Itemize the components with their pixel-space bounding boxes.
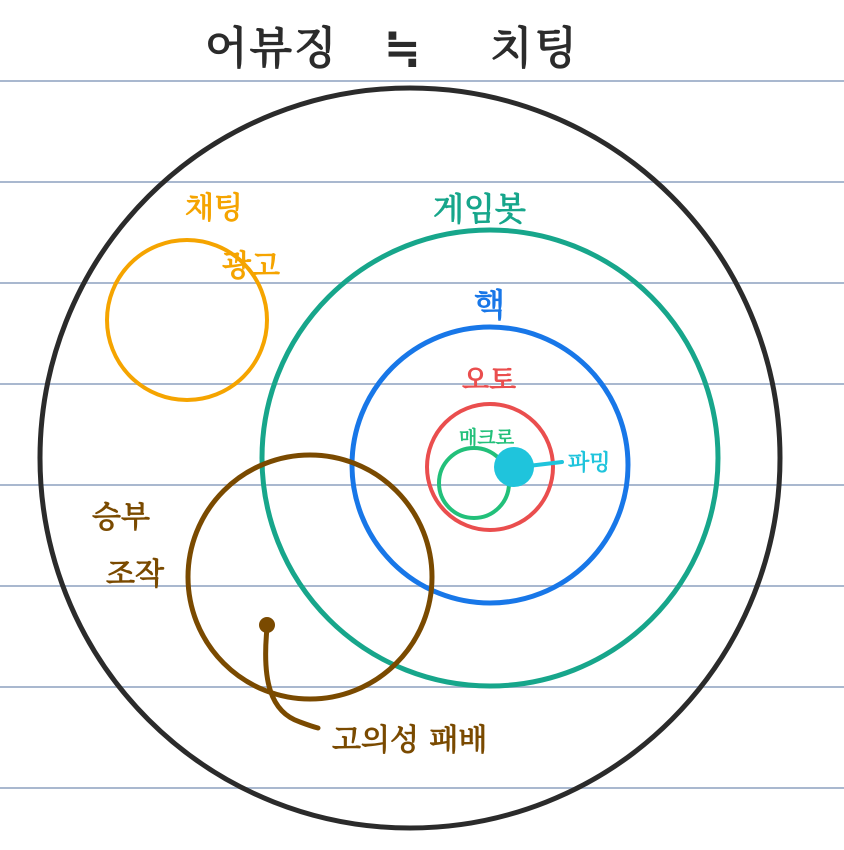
title-abusing: 어뷰징 (205, 23, 339, 74)
title-approx-symbol: ≒ (384, 23, 423, 74)
label-match-fixing-line2: 조작 (106, 557, 164, 592)
farming-dot (494, 447, 534, 487)
label-gamebot: 게임봇 (433, 190, 526, 228)
intentional-loss-pointer (259, 617, 318, 728)
intentional-loss-curve (266, 628, 318, 728)
label-macro: 매크로 (459, 427, 515, 449)
label-farming: 파밍 (568, 451, 611, 476)
title (205, 23, 579, 74)
label-intentional-loss: 고의성 패배 (332, 723, 488, 758)
label-auto: 오토 (462, 363, 517, 396)
circle-match-fixing (188, 455, 432, 699)
label-chat-ad-line1: 채팅 (185, 191, 243, 226)
outer-circle-abusing (40, 88, 780, 828)
label-match-fixing-line1: 승부 (92, 500, 150, 535)
label-chat-ad-line2: 광고 (222, 249, 280, 284)
label-hack: 핵 (474, 286, 505, 324)
title-cheating: 치팅 (490, 23, 580, 74)
